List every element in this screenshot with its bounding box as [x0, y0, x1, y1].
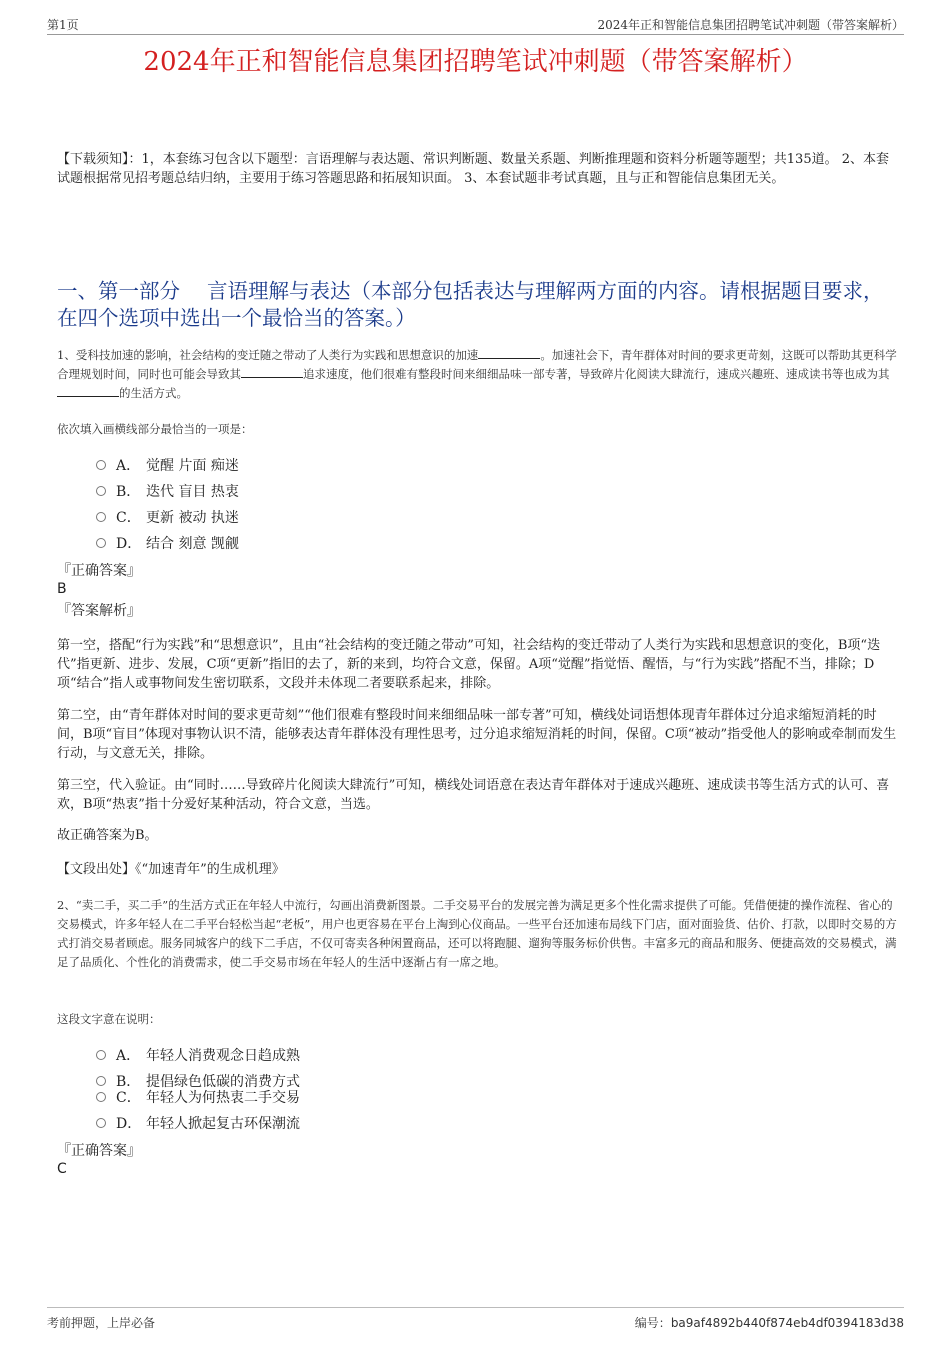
footer-code-label: 编号：: [634, 1316, 671, 1330]
q1-analysis-2: 第二空，由“青年群体对时间的要求更苛刻”“他们很难有整段时间来细细品味一部专著”可知，横线处词语想体现青年群体过分追求缩短消耗的时间，B项“盲目”体现对事物认识不清，能够表达青年群体没有理性思考，过分追求缩短消耗的时间，保留。C项“被动”指受他人的影响或牵制而发生行动，与文意无关，排除。: [57, 708, 897, 761]
answer-blank: [478, 346, 540, 359]
q2-option-b[interactable]: B． 提倡绿色低碳的消费方式: [96, 1072, 300, 1092]
section-heading: 一、第一部分 言语理解与表达（本部分包括表达与理解两方面的内容。请根据题目要求，在四个选项中选出一个最恰当的答案。）: [57, 279, 884, 330]
q1-analysis-heading: 『答案解析』: [57, 603, 141, 619]
answer-blank: [57, 384, 119, 397]
q1-stem-part3: 追求速度，他们很难有整段时间来细细品味一部专著，导致碎片化阅读大肆流行，速成兴趣班、速成读书等也成为其: [303, 367, 890, 381]
question-1-prompt: 依次填入画横线部分最恰当的一项是：: [57, 422, 253, 436]
footer-slogan: 考前押题，上岸必备: [47, 1316, 156, 1330]
question-2-stem: 2、“卖二手，买二手”的生活方式正在年轻人中流行，勾画出消费新图景。二手交易平台的发展完善为满足更多个性化需求提供了可能。凭借便捷的操作流程、省心的交易模式，许多年轻人在二手平台轻松当起“老板”，用户也更容易在平台上淘到心仪商品。一些平台还加速布局线下门店，面对面验货、估价、打款，以即时交易的方式打消交易者顾虑。服务同城客户的线下二手店，不仅可寄卖各种闲置商品，还可以将跑腿、遛狗等服务标价供售。丰富多元的商品和服务、便捷高效的交易模式，满足了品质化、个性化的消费需求，使二手交易市场在年轻人的生活中逐渐占有一席之地。: [57, 898, 897, 969]
q1-stem-part4: 的生活方式。: [119, 386, 188, 400]
q1-option-a[interactable]: A． 觉醒 片面 痴迷: [96, 456, 239, 476]
q1-answer-heading: 『正确答案』: [57, 563, 141, 579]
q1-option-d[interactable]: D． 结合 刻意 觊觎: [96, 534, 239, 554]
q1-analysis-conclusion: 故正确答案为B。: [57, 828, 158, 843]
question-2-prompt: 这段文字意在说明：: [57, 1012, 161, 1026]
header-doc-title: 2024年正和智能信息集团招聘笔试冲刺题（带答案解析）: [597, 18, 904, 32]
q1-stem-part2: 。加速社会下，青年群体对时间的要求更苛刻，这既可以帮助其更科学合理规划时间，同时也可能会导致其: [57, 348, 897, 381]
q2-answer-heading: 『正确答案』: [57, 1143, 141, 1159]
radio-button[interactable]: [96, 486, 106, 496]
q1-answer: B: [57, 581, 67, 597]
q1-analysis-3: 第三空，代入验证。由“同时……导致碎片化阅读大肆流行”可知，横线处词语意在表达青年群体对于速成兴趣班、速成读书等生活方式的认可、喜欢，B项“热衷”指十分爱好某种活动，符合文意，当选。: [57, 778, 890, 812]
q2-option-c[interactable]: C． 年轻人为何热衷二手交易: [96, 1088, 300, 1108]
q1-option-b[interactable]: B． 迭代 盲目 热衷: [96, 482, 239, 502]
download-notice: 【下载须知】：1，本套练习包含以下题型：言语理解与表达题、常识判断题、数量关系题、判断推理题和资料分析题等题型；共135道。 2、本套试题根据常见招考题总结归纳，主要用于练习答题思路和拓展知识面。 3、本套试题非考试真题，且与正和智能信息集团无关。: [57, 152, 889, 186]
page-title: 2024年正和智能信息集团招聘笔试冲刺题（带答案解析）: [143, 47, 808, 77]
q2-option-a[interactable]: A． 年轻人消费观念日趋成熟: [96, 1046, 300, 1066]
radio-button[interactable]: [96, 1076, 106, 1086]
radio-button[interactable]: [96, 512, 106, 522]
q2-option-d[interactable]: D． 年轻人掀起复古环保潮流: [96, 1114, 300, 1134]
q2-answer: C: [57, 1161, 67, 1177]
footer-divider: [47, 1307, 904, 1308]
footer-code-value: ba9af4892b440f874eb4df0394183d38: [670, 1316, 904, 1330]
answer-blank: [241, 365, 303, 378]
question-1-stem: [57, 346, 898, 403]
radio-button[interactable]: [96, 460, 106, 470]
header-divider: [47, 34, 904, 35]
footer-code: [635, 1314, 904, 1331]
q1-stem-part1: 1、受科技加速的影响，社会结构的变迁随之带动了人类行为实践和思想意识的加速: [57, 348, 479, 362]
page-number: 第1页: [47, 18, 79, 32]
radio-button[interactable]: [96, 1118, 106, 1128]
radio-button[interactable]: [96, 1050, 106, 1060]
radio-button[interactable]: [96, 1092, 106, 1102]
q1-analysis-1: 第一空，搭配“行为实践”和“思想意识”，且由“社会结构的变迁随之带动”可知，社会结构的变迁带动了人类行为实践和思想意识的变化，B项“迭代”指更新、进步、发展，C项“更新”指旧的去了，新的来到，均符合文意，保留。A项“觉醒”指觉悟、醒悟，与“行为实践”搭配不当，排除；D项“结合”指人或事物间发生密切联系，文段并未体现二者要联系起来，排除。: [57, 638, 881, 691]
radio-button[interactable]: [96, 538, 106, 548]
q1-source: 【文段出处】《“加速青年”的生成机理》: [57, 862, 285, 877]
q1-option-c[interactable]: C． 更新 被动 执迷: [96, 508, 239, 528]
